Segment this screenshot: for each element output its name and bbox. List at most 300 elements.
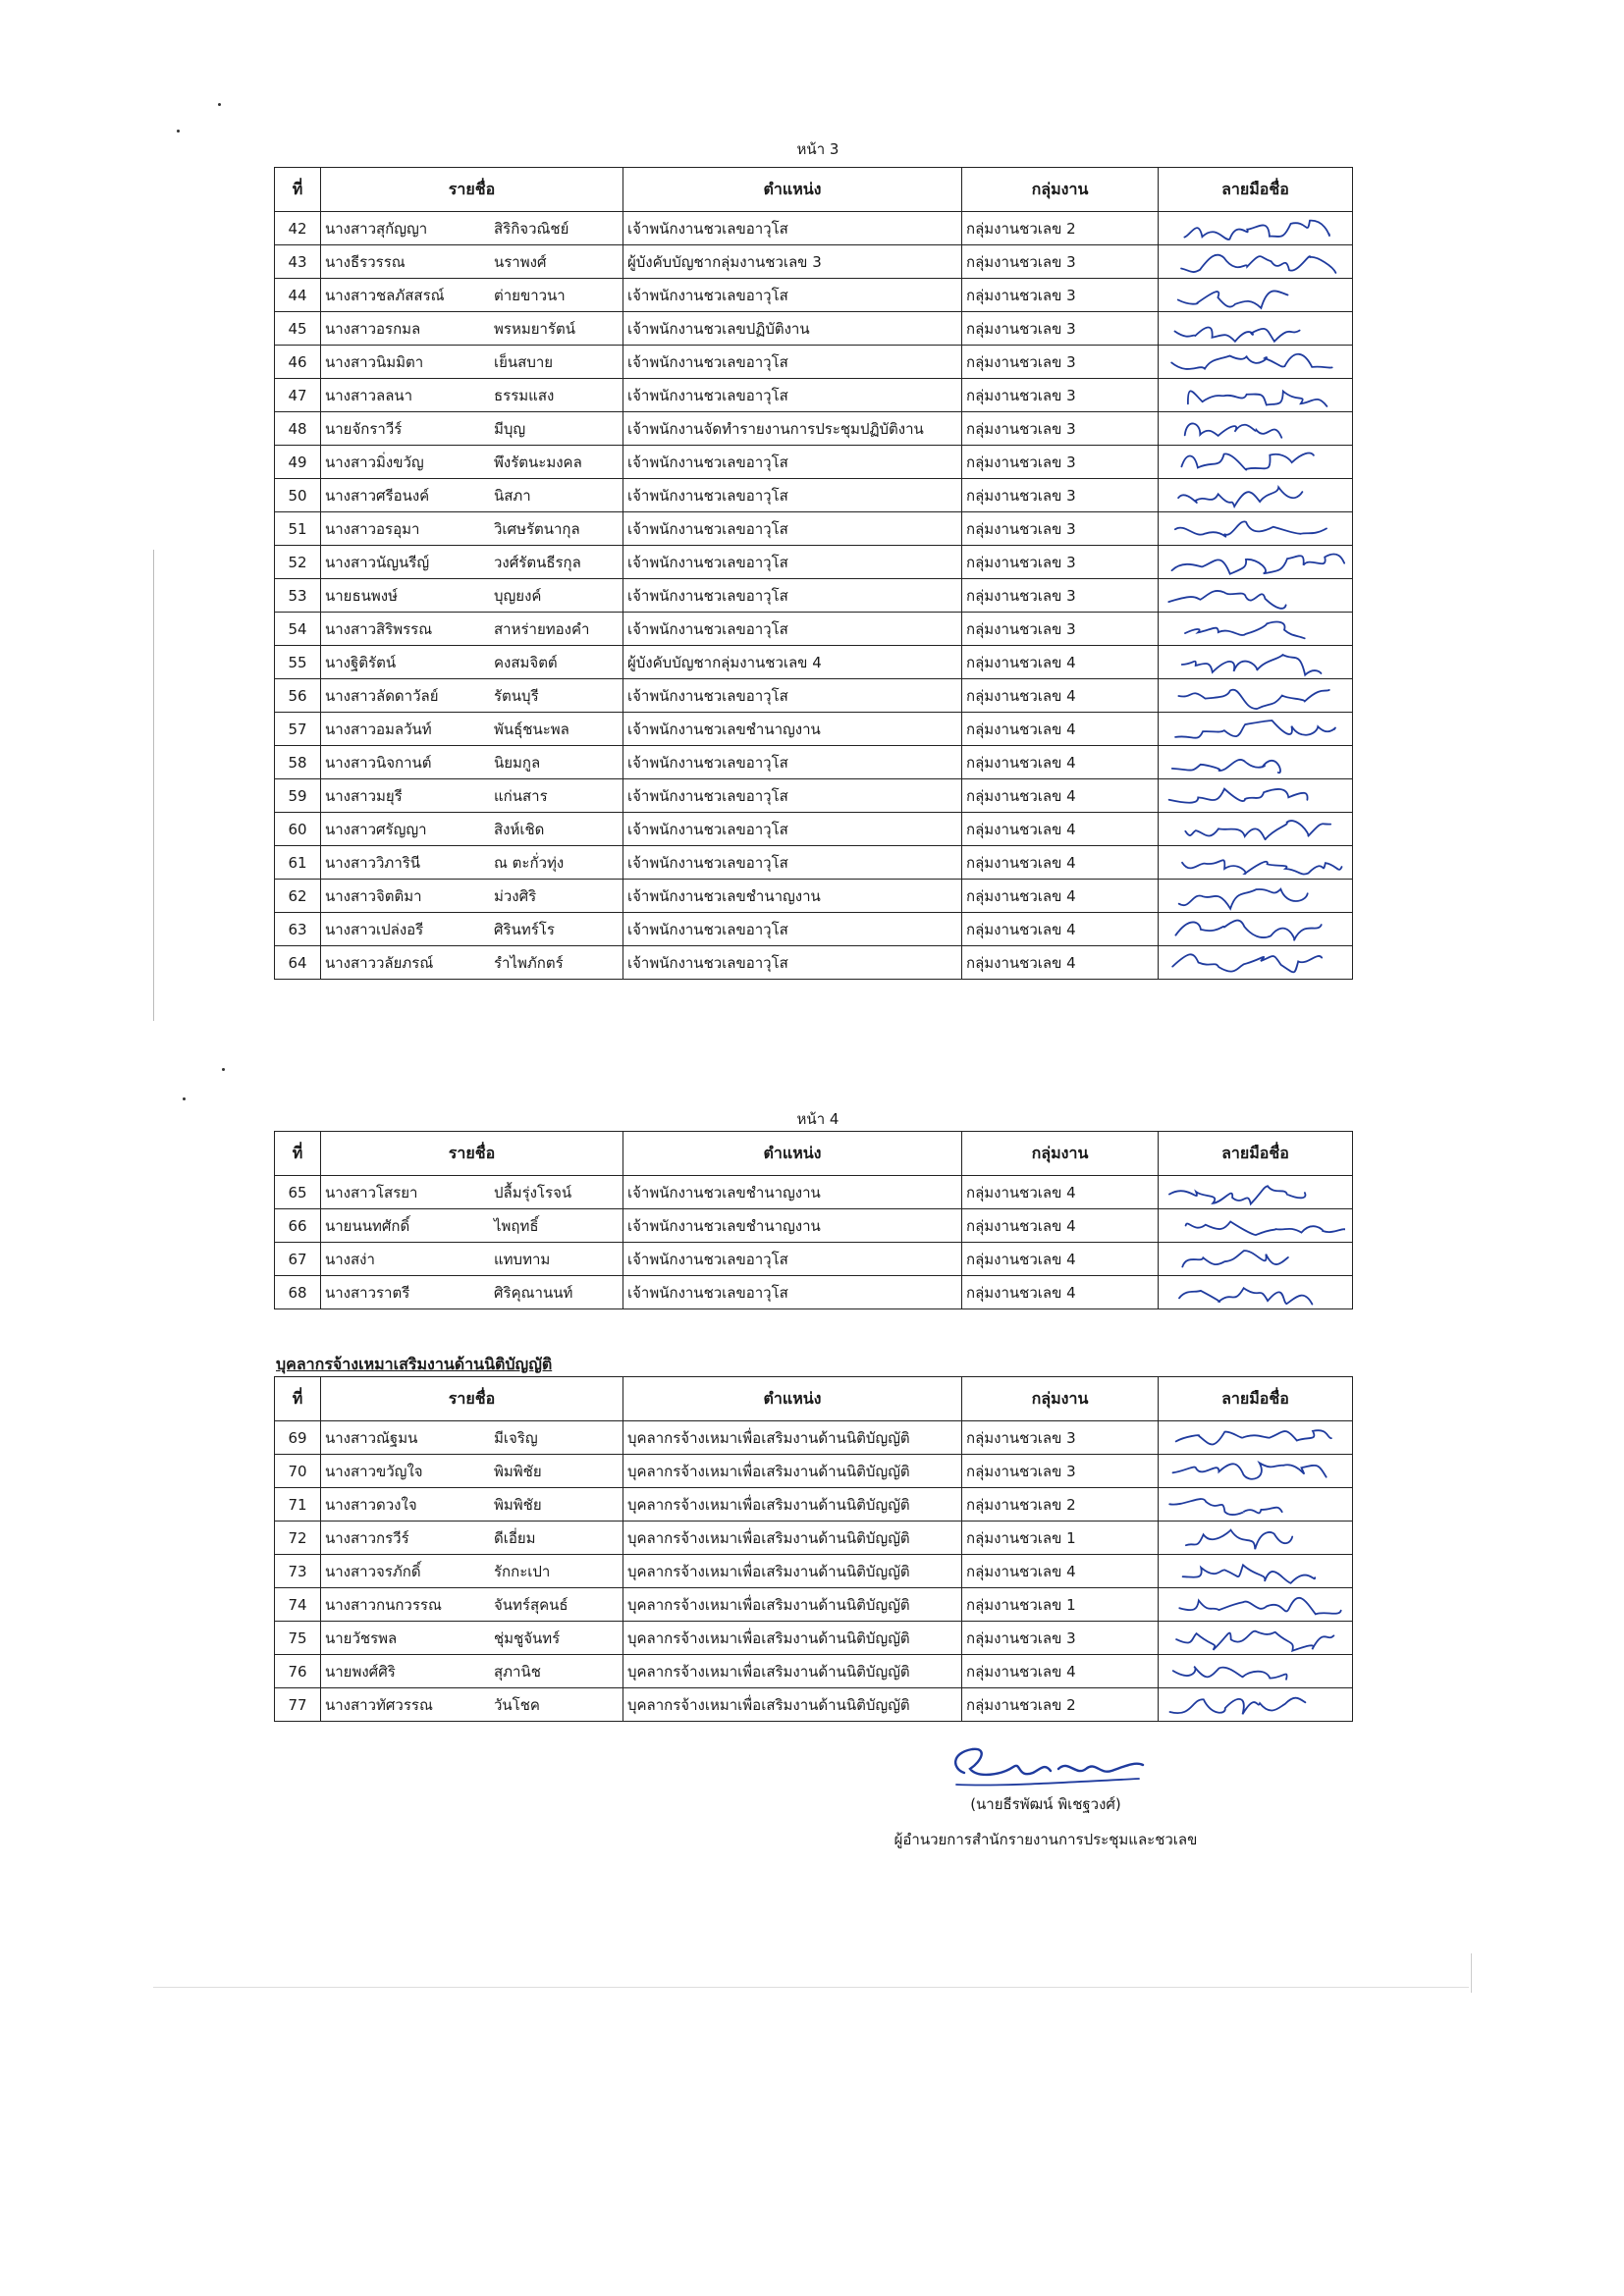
staff-group: กลุ่มงานชวเลข 4 bbox=[962, 1555, 1159, 1588]
handwritten-signature bbox=[1159, 1522, 1345, 1555]
staff-position: บุคลากรจ้างเหมาเพื่อเสริมงานด้านนิติบัญญัติ bbox=[623, 1588, 962, 1622]
family-name: จันทร์สุคนธ์ bbox=[494, 1595, 568, 1614]
handwritten-signature bbox=[1159, 379, 1345, 412]
header-group: กลุ่มงาน bbox=[962, 1377, 1159, 1421]
header-signature: ลายมือชื่อ bbox=[1159, 1377, 1353, 1421]
row-number: 61 bbox=[275, 846, 321, 880]
table-row bbox=[275, 412, 1353, 446]
header-position: ตำแหน่ง bbox=[623, 1377, 962, 1421]
row-number: 64 bbox=[275, 946, 321, 980]
staff-position: เจ้าพนักงานชวเลขอาวุโส bbox=[623, 846, 962, 880]
staff-group: กลุ่มงานชวเลข 3 bbox=[962, 346, 1159, 379]
handwritten-signature bbox=[1159, 1622, 1345, 1655]
given-name: นางสาวโสรยา bbox=[325, 1183, 418, 1201]
row-number: 49 bbox=[275, 446, 321, 479]
staff-name bbox=[321, 245, 623, 279]
family-name: เย็นสบาย bbox=[494, 352, 554, 371]
signature-cell bbox=[1159, 713, 1353, 746]
staff-name bbox=[321, 1522, 623, 1555]
attendance-table-page3 bbox=[274, 167, 1353, 980]
staff-group: กลุ่มงานชวเลข 3 bbox=[962, 613, 1159, 646]
staff-name bbox=[321, 1555, 623, 1588]
staff-position: เจ้าพนักงานชวเลขอาวุโส bbox=[623, 746, 962, 779]
staff-position: เจ้าพนักงานชวเลขอาวุโส bbox=[623, 779, 962, 813]
staff-position: เจ้าพนักงานชวเลขอาวุโส bbox=[623, 546, 962, 579]
given-name: นางสาวขวัญใจ bbox=[325, 1462, 423, 1480]
row-number: 51 bbox=[275, 512, 321, 546]
row-number: 73 bbox=[275, 1555, 321, 1588]
staff-group: กลุ่มงานชวเลข 4 bbox=[962, 880, 1159, 913]
table-row bbox=[275, 1622, 1353, 1655]
staff-name bbox=[321, 279, 623, 312]
header-no: ที่ bbox=[275, 168, 321, 212]
page-label-4: หน้า 4 bbox=[796, 1110, 839, 1128]
table-row bbox=[275, 546, 1353, 579]
row-number: 63 bbox=[275, 913, 321, 946]
table-row bbox=[275, 713, 1353, 746]
staff-name bbox=[321, 379, 623, 412]
staff-name bbox=[321, 412, 623, 446]
family-name: ม่วงศิริ bbox=[494, 886, 537, 905]
table-row bbox=[275, 946, 1353, 980]
table-row bbox=[275, 479, 1353, 512]
staff-group: กลุ่มงานชวเลข 4 bbox=[962, 779, 1159, 813]
handwritten-signature bbox=[1159, 479, 1345, 512]
staff-position: เจ้าพนักงานชวเลขอาวุโส bbox=[623, 446, 962, 479]
row-number: 42 bbox=[275, 212, 321, 245]
table-header-row bbox=[275, 1132, 1353, 1176]
staff-position: เจ้าพนักงานชวเลขปฏิบัติงาน bbox=[623, 312, 962, 346]
staff-name bbox=[321, 1655, 623, 1688]
row-number: 60 bbox=[275, 813, 321, 846]
handwritten-signature bbox=[1159, 613, 1345, 646]
handwritten-signature bbox=[1159, 913, 1345, 946]
family-name: วันโชค bbox=[494, 1695, 540, 1714]
staff-position: ผู้บังคับบัญชากลุ่มงานชวเลข 3 bbox=[623, 245, 962, 279]
signature-cell bbox=[1159, 1688, 1353, 1722]
staff-group: กลุ่มงานชวเลข 4 bbox=[962, 713, 1159, 746]
table-header-row bbox=[275, 168, 1353, 212]
staff-group: กลุ่มงานชวเลข 4 bbox=[962, 746, 1159, 779]
table-row bbox=[275, 846, 1353, 880]
table-row bbox=[275, 379, 1353, 412]
staff-position: เจ้าพนักงานจัดทำรายงานการประชุมปฏิบัติงาน bbox=[623, 412, 962, 446]
staff-name bbox=[321, 1176, 623, 1209]
signature-cell bbox=[1159, 479, 1353, 512]
given-name: นางสาวดวงใจ bbox=[325, 1495, 417, 1514]
staff-name bbox=[321, 613, 623, 646]
given-name: นางสาวสุกัญญา bbox=[325, 219, 428, 238]
header-name: รายชื่อ bbox=[321, 1132, 623, 1176]
table-row bbox=[275, 1522, 1353, 1555]
staff-name bbox=[321, 746, 623, 779]
family-name: แก่นสาร bbox=[494, 786, 548, 805]
staff-group: กลุ่มงานชวเลข 3 bbox=[962, 379, 1159, 412]
signature-cell bbox=[1159, 379, 1353, 412]
handwritten-signature bbox=[1159, 546, 1345, 579]
table-row bbox=[275, 746, 1353, 779]
staff-position: เจ้าพนักงานชวเลขอาวุโส bbox=[623, 212, 962, 245]
staff-group: กลุ่มงานชวเลข 2 bbox=[962, 212, 1159, 245]
staff-name bbox=[321, 813, 623, 846]
given-name: นางสาวนิจกานต์ bbox=[325, 753, 432, 772]
row-number: 57 bbox=[275, 713, 321, 746]
scan-edge bbox=[1471, 1953, 1472, 1993]
staff-name bbox=[321, 880, 623, 913]
staff-position: เจ้าพนักงานชวเลขอาวุโส bbox=[623, 813, 962, 846]
family-name: มีบุญ bbox=[494, 419, 526, 438]
given-name: นายพงศ์ศิริ bbox=[325, 1662, 396, 1681]
family-name: นราพงศ์ bbox=[494, 252, 547, 271]
staff-group: กลุ่มงานชวเลข 3 bbox=[962, 279, 1159, 312]
given-name: นายจักราวีร์ bbox=[325, 419, 403, 438]
staff-group: กลุ่มงานชวเลข 2 bbox=[962, 1688, 1159, 1722]
given-name: นางธีรวรรณ bbox=[325, 252, 406, 271]
staff-name bbox=[321, 312, 623, 346]
staff-name bbox=[321, 713, 623, 746]
row-number: 53 bbox=[275, 579, 321, 613]
staff-position: บุคลากรจ้างเหมาเพื่อเสริมงานด้านนิติบัญญัติ bbox=[623, 1655, 962, 1688]
staff-position: เจ้าพนักงานชวเลขอาวุโส bbox=[623, 913, 962, 946]
staff-group: กลุ่มงานชวเลข 3 bbox=[962, 1622, 1159, 1655]
row-number: 58 bbox=[275, 746, 321, 779]
family-name: ปลื้มรุ่งโรจน์ bbox=[494, 1183, 572, 1201]
handwritten-signature bbox=[1159, 1176, 1345, 1209]
row-number: 66 bbox=[275, 1209, 321, 1243]
director-title: ผู้อำนวยการสำนักรายงานการประชุมและชวเลข bbox=[893, 1831, 1198, 1848]
row-number: 69 bbox=[275, 1421, 321, 1455]
table-row bbox=[275, 346, 1353, 379]
handwritten-signature bbox=[1159, 1588, 1345, 1622]
header-no: ที่ bbox=[275, 1377, 321, 1421]
staff-position: เจ้าพนักงานชวเลขอาวุโส bbox=[623, 679, 962, 713]
staff-group: กลุ่มงานชวเลข 2 bbox=[962, 1488, 1159, 1522]
handwritten-signature bbox=[1159, 1243, 1345, 1276]
handwritten-signature bbox=[1159, 1455, 1345, 1488]
handwritten-signature bbox=[1159, 779, 1345, 813]
family-name: พิมพิชัย bbox=[494, 1495, 542, 1514]
staff-group: กลุ่มงานชวเลข 3 bbox=[962, 479, 1159, 512]
given-name: นายนนทศักดิ์ bbox=[325, 1216, 410, 1235]
family-name: สุภานิช bbox=[494, 1662, 541, 1681]
table-row bbox=[275, 1455, 1353, 1488]
staff-group: กลุ่มงานชวเลข 3 bbox=[962, 1421, 1159, 1455]
staff-position: เจ้าพนักงานชวเลขอาวุโส bbox=[623, 579, 962, 613]
signature-cell bbox=[1159, 1555, 1353, 1588]
table-row bbox=[275, 1488, 1353, 1522]
given-name: นางสาวนิมมิตา bbox=[325, 352, 424, 371]
table-row bbox=[275, 779, 1353, 813]
given-name: นางสาวอรอุมา bbox=[325, 519, 420, 538]
family-name: บุญยงค์ bbox=[494, 586, 542, 605]
row-number: 46 bbox=[275, 346, 321, 379]
staff-group: กลุ่มงานชวเลข 3 bbox=[962, 312, 1159, 346]
table-row bbox=[275, 813, 1353, 846]
family-name: พันธุ์ชนะพล bbox=[494, 720, 569, 738]
staff-group: กลุ่มงานชวเลข 3 bbox=[962, 546, 1159, 579]
signature-cell bbox=[1159, 1176, 1353, 1209]
row-number: 65 bbox=[275, 1176, 321, 1209]
handwritten-signature bbox=[1159, 1421, 1345, 1455]
given-name: นางสาวลลนา bbox=[325, 386, 413, 404]
staff-name bbox=[321, 1209, 623, 1243]
handwritten-signature bbox=[1159, 1488, 1345, 1522]
header-group: กลุ่มงาน bbox=[962, 168, 1159, 212]
family-name: ศิริคุณานนท์ bbox=[494, 1283, 573, 1302]
row-number: 75 bbox=[275, 1622, 321, 1655]
staff-group: กลุ่มงานชวเลข 3 bbox=[962, 412, 1159, 446]
table-row bbox=[275, 1276, 1353, 1309]
family-name: สิริกิจวณิชย์ bbox=[494, 219, 569, 238]
staff-position: เจ้าพนักงานชวเลขอาวุโส bbox=[623, 1243, 962, 1276]
staff-group: กลุ่มงานชวเลข 1 bbox=[962, 1522, 1159, 1555]
handwritten-signature bbox=[1159, 579, 1345, 613]
staff-name bbox=[321, 679, 623, 713]
given-name: นางสาวมิ่งขวัญ bbox=[325, 453, 424, 471]
row-number: 76 bbox=[275, 1655, 321, 1688]
given-name: นางสง่า bbox=[325, 1250, 375, 1268]
staff-position: บุคลากรจ้างเหมาเพื่อเสริมงานด้านนิติบัญญัติ bbox=[623, 1488, 962, 1522]
staff-group: กลุ่มงานชวเลข 4 bbox=[962, 813, 1159, 846]
signature-cell bbox=[1159, 1209, 1353, 1243]
given-name: นางสาวลัดดาวัลย์ bbox=[325, 686, 439, 705]
family-name: มีเจริญ bbox=[494, 1428, 538, 1447]
handwritten-signature bbox=[1159, 446, 1345, 479]
staff-position: บุคลากรจ้างเหมาเพื่อเสริมงานด้านนิติบัญญัติ bbox=[623, 1455, 962, 1488]
staff-name bbox=[321, 1488, 623, 1522]
table-row bbox=[275, 279, 1353, 312]
staff-position: เจ้าพนักงานชวเลขชำนาญงาน bbox=[623, 1176, 962, 1209]
signature-cell bbox=[1159, 312, 1353, 346]
given-name: นางฐิติรัตน์ bbox=[325, 653, 397, 671]
staff-group: กลุ่มงานชวเลข 3 bbox=[962, 579, 1159, 613]
handwritten-signature bbox=[1159, 813, 1345, 846]
given-name: นางสาวราตรี bbox=[325, 1283, 410, 1302]
signature-cell bbox=[1159, 512, 1353, 546]
staff-group: กลุ่มงานชวเลข 4 bbox=[962, 646, 1159, 679]
staff-name bbox=[321, 346, 623, 379]
staff-position: เจ้าพนักงานชวเลขอาวุโส bbox=[623, 479, 962, 512]
signature-cell bbox=[1159, 646, 1353, 679]
given-name: นางสาววิภารินี bbox=[325, 853, 421, 872]
signature-cell bbox=[1159, 1488, 1353, 1522]
signature-cell bbox=[1159, 846, 1353, 880]
family-name: รัตนบุรี bbox=[494, 686, 539, 705]
staff-group: กลุ่มงานชวเลข 4 bbox=[962, 1243, 1159, 1276]
table-row bbox=[275, 1555, 1353, 1588]
staff-group: กลุ่มงานชวเลข 4 bbox=[962, 913, 1159, 946]
row-number: 71 bbox=[275, 1488, 321, 1522]
signature-cell bbox=[1159, 245, 1353, 279]
staff-position: บุคลากรจ้างเหมาเพื่อเสริมงานด้านนิติบัญญัติ bbox=[623, 1555, 962, 1588]
signature-cell bbox=[1159, 346, 1353, 379]
handwritten-signature bbox=[1159, 1688, 1345, 1722]
signature-cell bbox=[1159, 446, 1353, 479]
given-name: นางสาวจิตติมา bbox=[325, 886, 422, 905]
staff-group: กลุ่มงานชวเลข 3 bbox=[962, 512, 1159, 546]
staff-name bbox=[321, 1421, 623, 1455]
given-name: นายวัชรพล bbox=[325, 1629, 398, 1647]
handwritten-signature bbox=[1159, 1555, 1345, 1588]
staff-name bbox=[321, 479, 623, 512]
staff-group: กลุ่มงานชวเลข 4 bbox=[962, 846, 1159, 880]
handwritten-signature bbox=[1159, 679, 1345, 713]
given-name: นางสาวชลภัสสรณ์ bbox=[325, 286, 445, 304]
staff-position: เจ้าพนักงานชวเลขอาวุโส bbox=[623, 946, 962, 980]
family-name: นิยมกูล bbox=[494, 753, 541, 772]
given-name: นางสาวอรกมล bbox=[325, 319, 421, 338]
staff-group: กลุ่มงานชวเลข 4 bbox=[962, 1176, 1159, 1209]
row-number: 62 bbox=[275, 880, 321, 913]
handwritten-signature bbox=[1159, 1209, 1345, 1243]
scan-speck bbox=[177, 130, 180, 133]
handwritten-signature bbox=[1159, 245, 1345, 279]
staff-position: เจ้าพนักงานชวเลขอาวุโส bbox=[623, 512, 962, 546]
signature-cell bbox=[1159, 1243, 1353, 1276]
given-name: นางสาวทัศวรรณ bbox=[325, 1695, 433, 1714]
signature-cell bbox=[1159, 412, 1353, 446]
given-name: นางสาววลัยภรณ์ bbox=[325, 953, 434, 972]
row-number: 74 bbox=[275, 1588, 321, 1622]
table-row bbox=[275, 1421, 1353, 1455]
director-signature bbox=[943, 1739, 1149, 1798]
staff-group: กลุ่มงานชวเลข 4 bbox=[962, 1655, 1159, 1688]
staff-group: กลุ่มงานชวเลข 4 bbox=[962, 946, 1159, 980]
staff-position: เจ้าพนักงานชวเลขอาวุโส bbox=[623, 613, 962, 646]
family-name: นิสภา bbox=[494, 486, 531, 505]
signature-cell bbox=[1159, 946, 1353, 980]
scan-speck bbox=[218, 103, 221, 106]
staff-name bbox=[321, 512, 623, 546]
scan-edge bbox=[153, 550, 154, 1021]
family-name: สาหร่ายทองคำ bbox=[494, 619, 590, 638]
given-name: นางสาวนัญนรีญ์ bbox=[325, 553, 430, 571]
given-name: นางสาวอมลวันท์ bbox=[325, 720, 432, 738]
given-name: นางสาวกนกวรรณ bbox=[325, 1595, 442, 1614]
staff-name bbox=[321, 913, 623, 946]
row-number: 52 bbox=[275, 546, 321, 579]
staff-position: บุคลากรจ้างเหมาเพื่อเสริมงานด้านนิติบัญญัติ bbox=[623, 1421, 962, 1455]
family-name: ต่ายขาวนา bbox=[494, 286, 566, 304]
given-name: นายธนพงษ์ bbox=[325, 586, 398, 605]
staff-name bbox=[321, 212, 623, 245]
staff-group: กลุ่มงานชวเลข 3 bbox=[962, 1455, 1159, 1488]
row-number: 54 bbox=[275, 613, 321, 646]
family-name: ศิรินทร์โร bbox=[494, 920, 555, 938]
table-row bbox=[275, 1688, 1353, 1722]
handwritten-signature bbox=[1159, 1655, 1345, 1688]
signature-cell bbox=[1159, 880, 1353, 913]
family-name: รักกะเปา bbox=[494, 1562, 551, 1580]
signature-cell bbox=[1159, 279, 1353, 312]
signature-cell bbox=[1159, 1455, 1353, 1488]
staff-group: กลุ่มงานชวเลข 3 bbox=[962, 446, 1159, 479]
staff-name bbox=[321, 579, 623, 613]
signature-cell bbox=[1159, 746, 1353, 779]
handwritten-signature bbox=[1159, 646, 1345, 679]
table-row bbox=[275, 913, 1353, 946]
director-name: (นายธีรพัฒน์ พิเชฐวงศ์) bbox=[970, 1795, 1121, 1813]
handwritten-signature bbox=[1159, 212, 1345, 245]
table-row bbox=[275, 679, 1353, 713]
signature-cell bbox=[1159, 1588, 1353, 1622]
signature-cell bbox=[1159, 212, 1353, 245]
staff-group: กลุ่มงานชวเลข 4 bbox=[962, 679, 1159, 713]
row-number: 48 bbox=[275, 412, 321, 446]
row-number: 59 bbox=[275, 779, 321, 813]
table-row bbox=[275, 1243, 1353, 1276]
staff-position: เจ้าพนักงานชวเลขชำนาญงาน bbox=[623, 713, 962, 746]
family-name: ณ ตะกั่วทุ่ง bbox=[494, 853, 565, 872]
section-title-contract: บุคลากรจ้างเหมาเสริมงานด้านนิติบัญญัติ bbox=[276, 1355, 553, 1373]
family-name: รำไพภักตร์ bbox=[494, 953, 564, 972]
table-row bbox=[275, 1176, 1353, 1209]
scan-edge bbox=[153, 1987, 1469, 1988]
table-row bbox=[275, 446, 1353, 479]
handwritten-signature bbox=[1159, 279, 1345, 312]
handwritten-signature bbox=[1159, 846, 1345, 880]
family-name: ไพฤทธิ์ bbox=[494, 1216, 539, 1235]
handwritten-signature bbox=[1159, 512, 1345, 546]
signature-cell bbox=[1159, 546, 1353, 579]
signature-cell bbox=[1159, 813, 1353, 846]
signature-cell bbox=[1159, 613, 1353, 646]
table-row bbox=[275, 245, 1353, 279]
staff-name bbox=[321, 1688, 623, 1722]
signature-cell bbox=[1159, 1655, 1353, 1688]
staff-position: เจ้าพนักงานชวเลขอาวุโส bbox=[623, 279, 962, 312]
header-name: รายชื่อ bbox=[321, 1377, 623, 1421]
given-name: นางสาวกรวีร์ bbox=[325, 1528, 409, 1547]
header-signature: ลายมือชื่อ bbox=[1159, 168, 1353, 212]
staff-name bbox=[321, 1588, 623, 1622]
handwritten-signature bbox=[1159, 1276, 1345, 1309]
handwritten-signature bbox=[1159, 412, 1345, 446]
given-name: นางสาวสิริพรรณ bbox=[325, 619, 433, 638]
handwritten-signature bbox=[1159, 880, 1345, 913]
scan-speck bbox=[222, 1068, 225, 1071]
header-no: ที่ bbox=[275, 1132, 321, 1176]
scan-speck bbox=[183, 1097, 186, 1100]
family-name: พึงรัตนะมงคล bbox=[494, 453, 582, 471]
row-number: 44 bbox=[275, 279, 321, 312]
staff-group: กลุ่มงานชวเลข 4 bbox=[962, 1209, 1159, 1243]
row-number: 50 bbox=[275, 479, 321, 512]
staff-name bbox=[321, 946, 623, 980]
table-row bbox=[275, 212, 1353, 245]
staff-group: กลุ่มงานชวเลข 3 bbox=[962, 245, 1159, 279]
row-number: 45 bbox=[275, 312, 321, 346]
row-number: 72 bbox=[275, 1522, 321, 1555]
table-row bbox=[275, 880, 1353, 913]
table-row bbox=[275, 512, 1353, 546]
staff-name bbox=[321, 779, 623, 813]
staff-position: บุคลากรจ้างเหมาเพื่อเสริมงานด้านนิติบัญญัติ bbox=[623, 1688, 962, 1722]
staff-name bbox=[321, 646, 623, 679]
family-name: ธรรมแสง bbox=[494, 386, 555, 404]
attendance-table-contract bbox=[274, 1376, 1353, 1722]
family-name: แทบทาม bbox=[494, 1250, 551, 1268]
handwritten-signature bbox=[1159, 746, 1345, 779]
family-name: วิเศษรัตนากุล bbox=[494, 519, 580, 538]
staff-name bbox=[321, 446, 623, 479]
staff-position: เจ้าพนักงานชวเลขอาวุโส bbox=[623, 379, 962, 412]
signature-cell bbox=[1159, 1622, 1353, 1655]
staff-position: บุคลากรจ้างเหมาเพื่อเสริมงานด้านนิติบัญญัติ bbox=[623, 1622, 962, 1655]
staff-group: กลุ่มงานชวเลข 1 bbox=[962, 1588, 1159, 1622]
staff-position: เจ้าพนักงานชวเลขอาวุโส bbox=[623, 346, 962, 379]
table-row bbox=[275, 646, 1353, 679]
